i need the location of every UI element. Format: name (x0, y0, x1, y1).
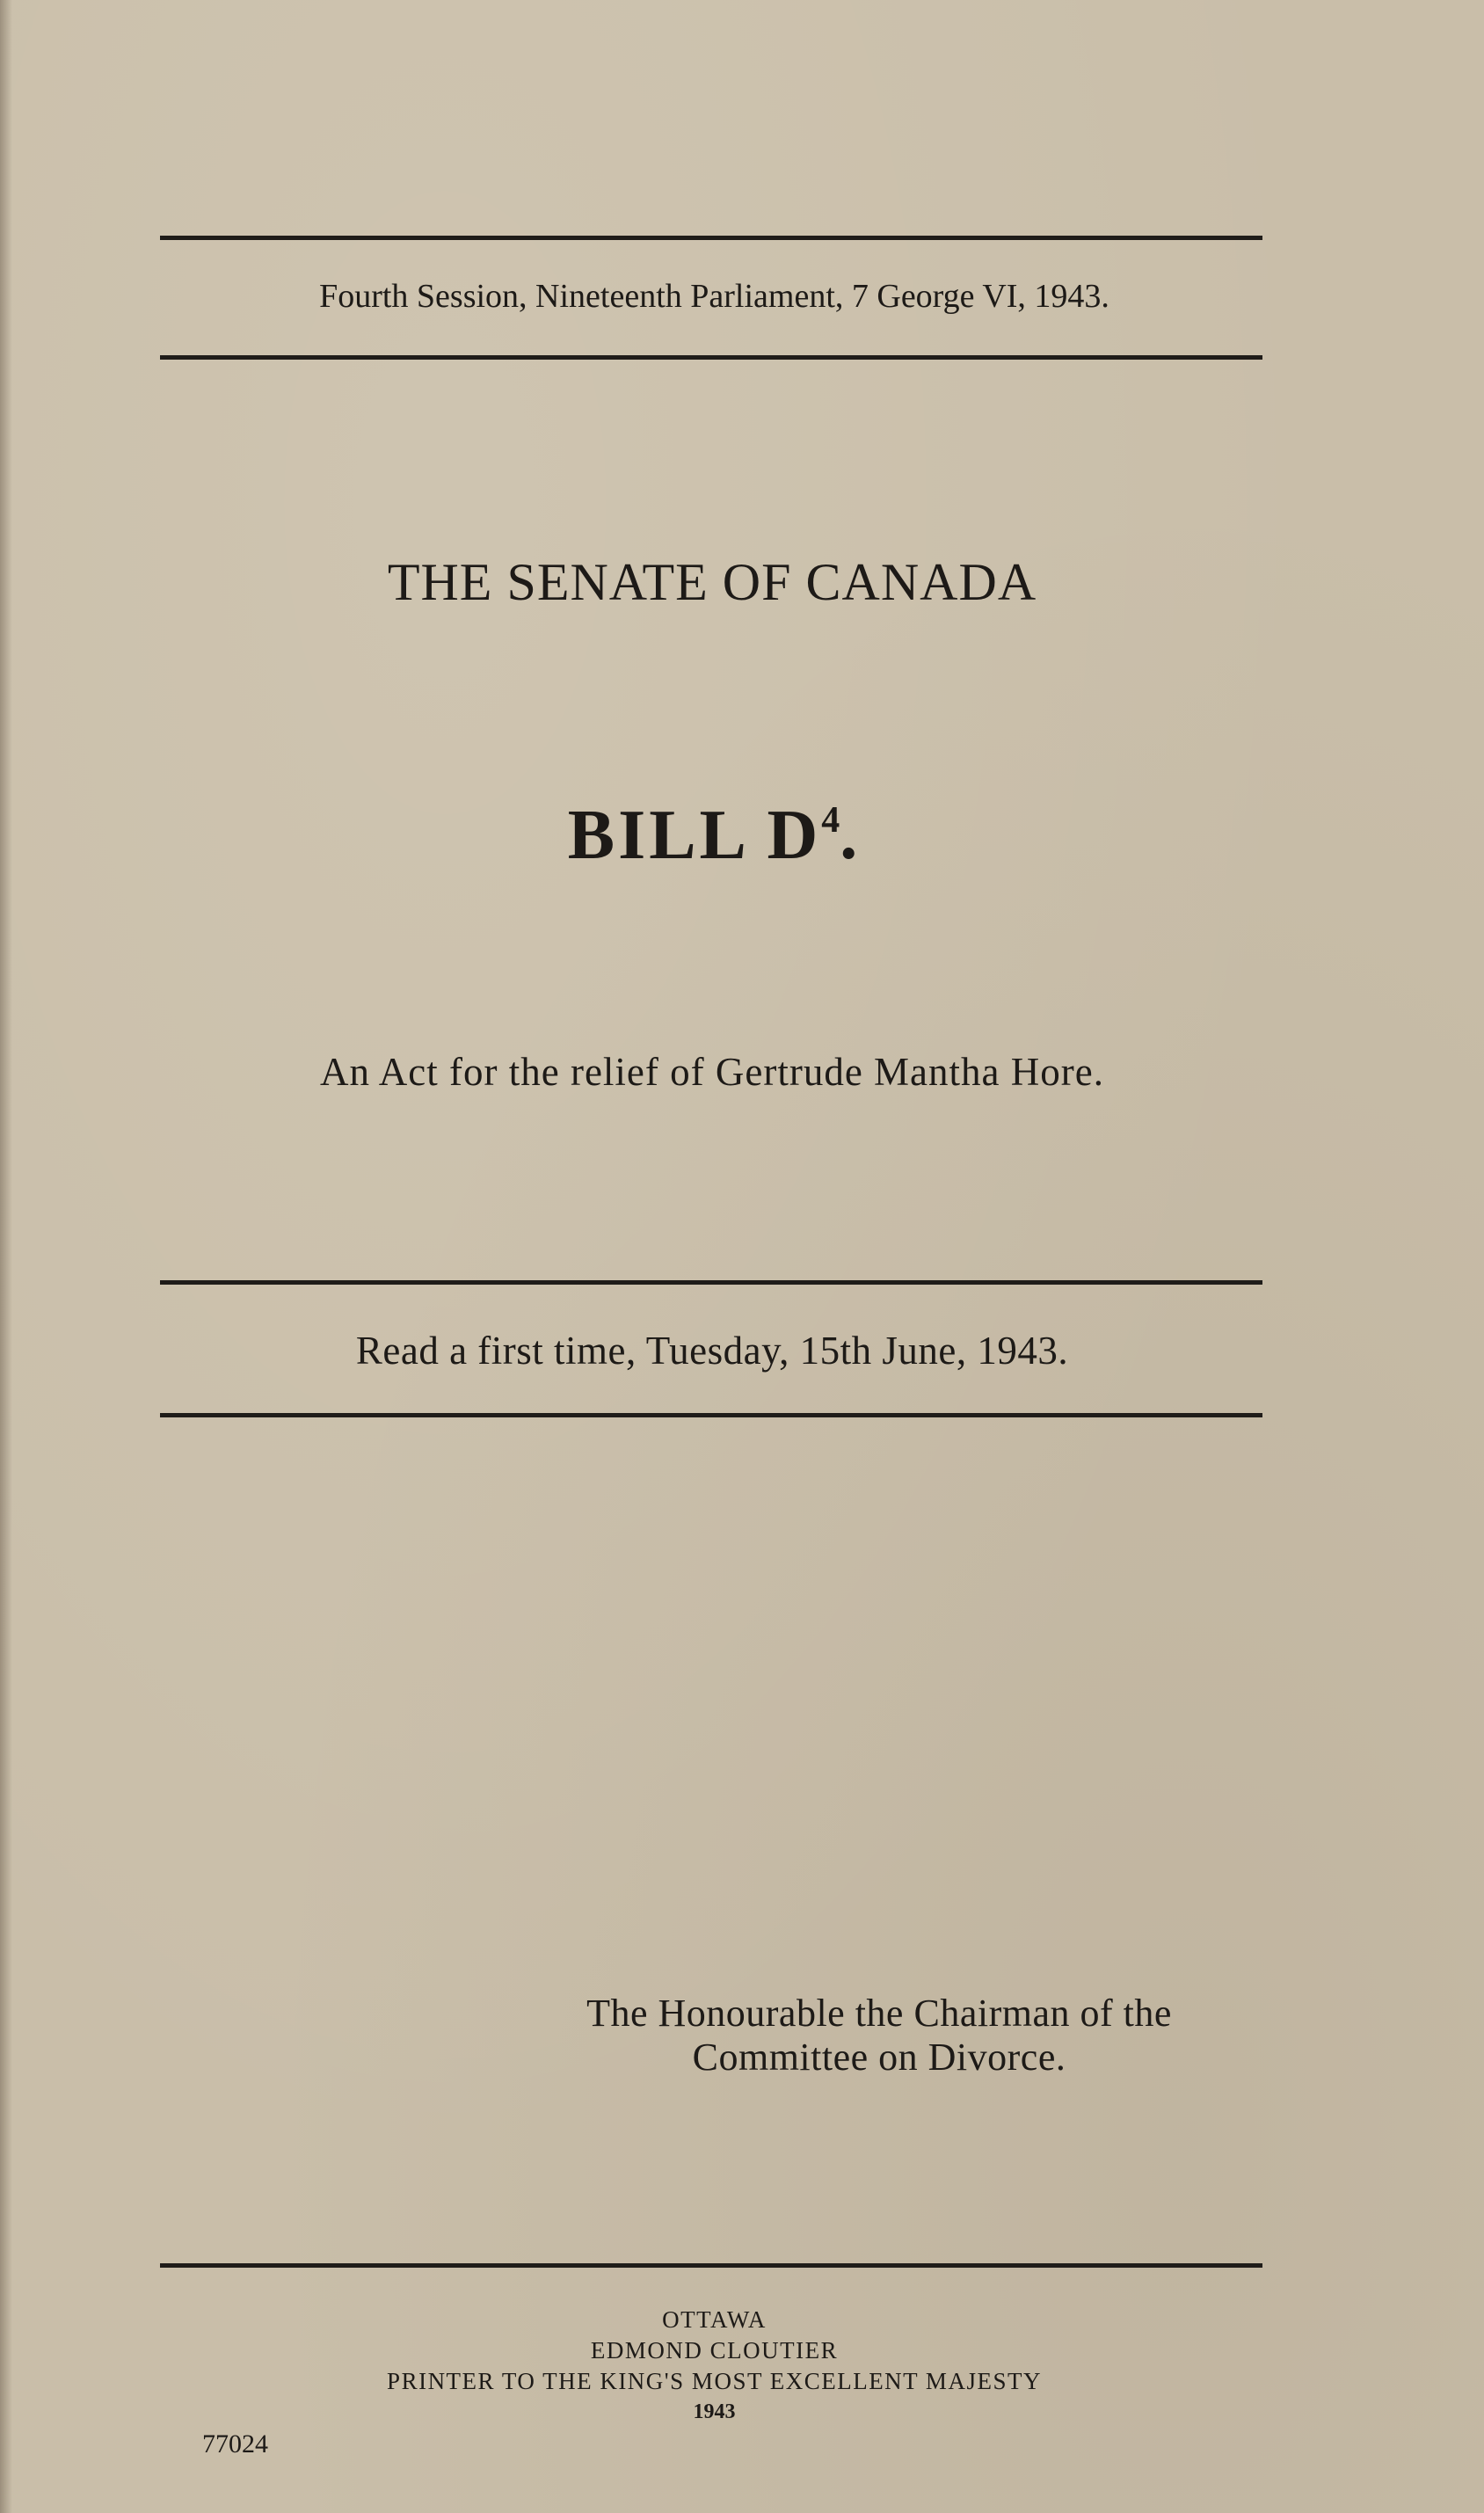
bill-superscript: 4 (821, 800, 840, 841)
top-rule-upper (160, 236, 1262, 240)
reading-line: Read a first time, Tuesday, 15th June, 1943. (355, 1329, 1069, 1373)
session-line: Fourth Session, Nineteenth Parliament, 7 George VI, 1943. (319, 278, 1109, 315)
sponsor-line-1: The Honourable the Chairman of the (586, 1992, 1172, 2035)
sponsor-block (527, 1992, 1231, 2080)
act-title: An Act for the relief of Gertrude Mantha Hore. (320, 1050, 1104, 1094)
reading-rule-upper (160, 1280, 1262, 1285)
imprint-year: 1943 (693, 2400, 736, 2423)
bill-title (0, 796, 1429, 876)
imprint-printer: EDMOND CLOUTIER (590, 2337, 839, 2364)
imprint-city: OTTAWA (662, 2306, 767, 2333)
bill-label: BILL D (567, 797, 822, 874)
imprint-printer-title: PRINTER TO THE KING'S MOST EXCELLENT MAJESTY (387, 2368, 1042, 2394)
bill-suffix: . (840, 797, 862, 874)
sponsor-line-2: Committee on Divorce. (692, 2036, 1066, 2079)
top-rule-lower (160, 355, 1262, 360)
imprint-block (0, 2305, 1429, 2428)
imprint-rule (160, 2263, 1262, 2268)
document-number: 77024 (202, 2429, 268, 2458)
paper-edge-shadow (0, 0, 12, 2513)
chamber-heading: THE SENATE OF CANADA (387, 553, 1037, 611)
reading-rule-lower (160, 1413, 1262, 1417)
